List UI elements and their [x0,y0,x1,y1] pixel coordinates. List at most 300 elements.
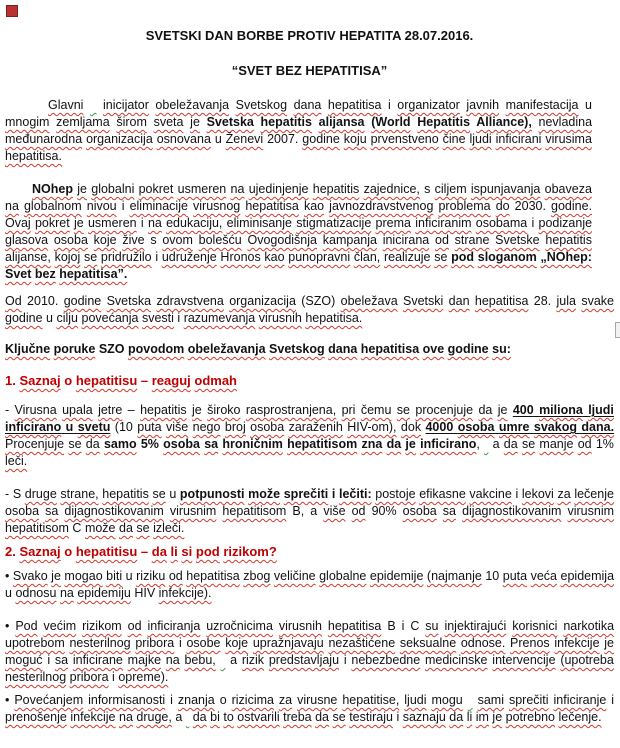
spellchecked-word: postoje [375,487,416,501]
grammar-squiggle [90,98,97,112]
spellchecked-word: se [396,403,410,417]
spellchecked-word: mnogim [5,115,50,129]
spellchecked-word: globalnom [23,199,82,213]
spellchecked-word: hroničnim [222,437,283,451]
spellchecked-word: široko [207,403,241,417]
text-run: Glavni inicijator obeležavanja Svetskog dana hepatitisa i organizator javnih manifestacija u mnogim zemljama širom sveta je [5,98,592,129]
spellchecked-word: većim [43,619,77,633]
spellchecked-word: godine [447,342,489,356]
spellchecked-word: inficiranje [553,693,607,707]
spellchecked-word: usmeren [177,182,227,196]
spellchecked-word: ujedinjenje [248,182,309,196]
spellchecked-word: cilju [56,311,79,325]
spellchecked-word: Procenjuje [5,437,65,451]
spellchecked-word: Ženevi [225,132,264,146]
spellchecked-word: dijagnostikovanim [64,504,164,518]
spellchecked-word: kojoj [54,250,81,264]
spellchecked-word: veličine [273,569,316,583]
text-run: samo 5% osoba sa hroničnim hepatitisom zna da je inficirano [103,437,477,451]
spellchecked-word: se [136,521,150,535]
spellchecked-word: član, [353,250,381,264]
spellchecked-word: upotrebom [5,636,65,650]
spellchecked-word: mogao [64,569,103,583]
spellchecked-word: da [192,710,207,724]
spellchecked-word: leči. [5,454,28,468]
spellchecked-word: podizanje [538,216,593,230]
para-prevention [5,486,614,537]
spellchecked-word: znanja [177,693,215,707]
spellchecked-word: epidemija [560,569,615,583]
bullet-information [5,692,614,726]
spellchecked-word: kao [264,250,285,264]
text-run: “SVET BEZ HEPATITISA” [231,63,388,78]
spellchecked-word: odnose. [460,636,506,650]
spellchecked-word: lečiti: [338,487,372,501]
spellchecked-word: usmeren [87,216,137,230]
spellchecked-word: osoba [402,504,437,518]
spellchecked-word: ciljem [434,182,467,196]
spellchecked-word: strane [454,233,490,247]
key-messages-line [5,341,614,358]
spellchecked-word: testiraju [349,710,393,724]
spellchecked-word: izleči. [153,521,185,535]
spellchecked-word: inficiranja [147,619,201,633]
spellchecked-word: informisanosti [88,693,166,707]
spellchecked-word: Prenos [510,636,550,650]
text-run: SVETSKI DAN BORBE PROTIV HEPATITA 28.07.2016. [145,28,474,43]
spellchecked-word: pridružilo [100,250,152,264]
bullet-risk-groups [5,618,614,686]
spellchecked-word: Svetska [206,115,254,129]
spellchecked-word: godine [5,311,43,325]
spellchecked-word: nevladina [538,115,593,129]
spellchecked-word: zna [361,437,383,451]
spellchecked-word: javnih [466,98,500,112]
text-run: - Virusna upala jetre – hepatitis je široko rasprostranjena, pri čemu se procenjuje da je [5,403,508,417]
spellchecked-word: rizikom? [223,544,277,559]
spellchecked-word: ove [422,342,445,356]
page-edge-artifact [615,322,620,338]
spellchecked-word: hepatitisa. [305,311,363,325]
spellchecked-word: sa [45,504,59,518]
spellchecked-word: samo [103,437,137,451]
text-run: 1. Saznaj o hepatitisu – reaguj odmah [5,373,238,388]
spellchecked-word: međunarodna [5,132,83,146]
spellchecked-word: upala [62,403,93,417]
spellchecked-word: bolešću [198,233,242,247]
spellchecked-word: virusnih [258,311,302,325]
spellchecked-word: svetu [77,420,111,434]
spellchecked-word: se [434,250,448,264]
spellchecked-word: realizuje [383,250,431,264]
spellchecked-word: uzročnicima [206,619,273,633]
spellchecked-word: na [119,710,133,724]
spellchecked-word: manifestacija [505,98,579,112]
spellchecked-word: od [168,569,183,583]
spellchecked-word: intervencije [492,653,556,667]
spellchecked-word: (upotreba [560,653,614,667]
spellchecked-word: sprečiti [283,487,329,501]
spellchecked-word: rizikom [82,619,122,633]
spellchecked-word: druge, [136,710,172,724]
spellchecked-word: prvenstveno [370,132,439,146]
spellchecked-word: inficirano [420,437,477,451]
spellchecked-word: inficirani [495,132,542,146]
text-run: 400 miliona ljudi inficirano u svetu [5,403,614,434]
spellchecked-word: hepatitisom [5,521,69,535]
spellchecked-word: svesti [141,311,174,325]
spellchecked-word: edukaciju, [166,216,223,230]
spellchecked-word: poruke [53,342,96,356]
text-run [32,182,73,196]
spellchecked-word: hepatitisa [327,619,382,633]
spellchecked-word: si [181,544,193,559]
spellchecked-word: rizik [241,653,265,667]
spellchecked-word: udruženje [161,250,217,264]
spellchecked-word: da [478,403,493,417]
spellchecked-word: procenjuje [415,403,474,417]
spellchecked-word: više [166,420,189,434]
spellchecked-word: zaraženih [288,420,343,434]
spellchecked-word: riziku [136,569,166,583]
text-run: je globalni pokret usmeren na ujedinjenje hepatitis zajednice, s ciljem ispunjavanja obaveza na globalnom nivou i eliminacije virusnog hepatitisa kao javnozdravstvenog problema do 2030. godine. Ovaj pokret je usmeren i na edukaciju, eliminisanje stigmatizacije prema inficiranim osobama i podizanje glasova osoba koje žive s ovom bolešću Ovogodišnja kampanja inicirana od strane Svetske hepatitis alijanse, kojoj se pridružilo i udruženje Hronos kao punopravni član, realizuje se [5,182,593,264]
spellchecked-word: hepatitis [102,487,149,501]
spellchecked-word: osobe [186,636,221,650]
spellchecked-word: osoba [163,437,200,451]
text-run: - S druge strane, hepatitis se u [5,487,177,501]
spellchecked-word: hepatitisa [360,342,420,356]
spellchecked-word: infekcije [554,636,600,650]
spellchecked-word: Ovogodišnja [247,233,317,247]
spellchecked-word: Pod [15,619,38,633]
broken-image-icon [6,5,18,17]
spellchecked-word: punopravni [288,250,351,264]
spellchecked-word: moguć [5,653,43,667]
spellchecked-word: Ključne [5,342,51,356]
spellchecked-word: Svetskog [269,342,325,356]
spellchecked-word: koju [343,132,367,146]
spellchecked-word: sa [204,437,219,451]
spellchecked-word: alijansa [318,115,365,129]
text-run: (10 puta više nego broj osoba zaraženih HIV-om), dok [114,420,422,434]
spellchecked-word: medicinske [424,653,488,667]
spellchecked-word: na [59,586,74,600]
spellchecked-word: pribora [135,636,175,650]
spellchecked-word: da [85,437,100,451]
spellchecked-word: ljudi [404,693,427,707]
spellchecked-word: Alliance), [476,115,532,129]
grammar-squiggle [221,653,226,667]
spellchecked-word: svake [581,294,614,308]
spellchecked-word: sami [477,693,505,707]
spellchecked-word: povećanja [81,311,139,325]
spellchecked-word: manje [539,437,574,451]
spellchecked-word: je [492,710,503,724]
para-szo [5,293,614,327]
spellchecked-word: da [315,710,330,724]
spellchecked-word: obeležavanja [155,98,230,112]
spellchecked-word: hepatitisom [222,504,287,518]
grammar-squiggle [468,693,473,707]
spellchecked-word: se [68,437,82,451]
spellchecked-word: hepatitis [312,182,360,196]
spellchecked-word: je [604,636,614,650]
spellchecked-word: druge [24,487,57,501]
spellchecked-word: bi [210,710,220,724]
spellchecked-word: stigmatizacije [296,216,372,230]
spellchecked-word: se [84,250,98,264]
spellchecked-word: mogu [431,693,463,707]
spellchecked-word: glasova [5,233,49,247]
spellchecked-word: obeležava [340,294,398,308]
spellchecked-word: veća [530,569,558,583]
spellchecked-word: ljudi [469,132,492,146]
spellchecked-word: nezaštićene [328,636,396,650]
spellchecked-word: organizacija [86,132,153,146]
spellchecked-word: rizicima [231,693,274,707]
spellchecked-word: hepatitis [545,233,592,247]
spellchecked-word: od [577,437,592,451]
spellchecked-word: je [497,403,508,417]
heading-1 [5,372,614,389]
spellchecked-word: do [495,199,510,213]
spellchecked-word: hepatitise, [342,693,400,707]
spellchecked-word: li [466,710,473,724]
spellchecked-word: epidemiju [77,586,131,600]
spellchecked-word: jula [556,294,576,308]
spellchecked-word: strane, [60,487,99,501]
spellchecked-word: širom [116,115,147,129]
spellchecked-word: žive [122,233,145,247]
spellchecked-word: je [192,403,202,417]
spellchecked-word: dana. [581,420,615,434]
spellchecked-word: infekcije [70,710,116,724]
spellchecked-word: kao [303,199,325,213]
spellchecked-word: problema [438,199,491,213]
spellchecked-word: je [405,437,416,451]
spellchecked-word: virusnog [193,199,241,213]
spellchecked-word: pod [451,250,475,264]
spellchecked-word: obeležavanja [187,342,266,356]
spellchecked-word: je [73,216,84,230]
spellchecked-word: HIV-om), [347,420,397,434]
spellchecked-word: osoba [250,420,285,434]
spellchecked-word: narkotika [563,619,615,633]
spellchecked-word: inicirana [382,233,430,247]
spellchecked-word: od [127,619,142,633]
spellchecked-word: na [5,199,19,213]
spellchecked-word: pokret [34,216,70,230]
spellchecked-word: hepatitisa [245,199,299,213]
spellchecked-word: su [425,619,439,633]
spellchecked-word: za [278,693,293,707]
spellchecked-word: bez [34,267,56,281]
spellchecked-word: nivou [86,199,117,213]
spellchecked-word: Glavni [48,98,84,112]
text-run: 2. Saznaj o hepatitisu – da li si pod rizikom? [5,544,277,559]
spellchecked-word: hepatitisa [327,98,382,112]
spellchecked-word: sa [54,653,69,667]
text-run: postoje efikasne vakcine i lekovi za lečenje osoba sa dijagnostikovanim virusnim hepatitisom B, a više od 90% osoba sa dijagnostikovanim virusnim hepatitisom C može da se izleči. [5,487,615,535]
spellchecked-word: virusima [545,132,592,146]
spellchecked-word: potpunosti [179,487,245,501]
spellchecked-word: epidemije [369,569,424,583]
spellchecked-word: je [190,115,200,129]
spellchecked-word: Svetski [403,294,444,308]
spellchecked-word: lečenje [574,487,614,501]
spellchecked-word: nego [192,420,221,434]
spellchecked-word: da [151,544,167,559]
spellchecked-word: vakcine [469,487,512,501]
spellchecked-word: javnozdravstvenog [329,199,434,213]
spellchecked-word: sveta [153,115,184,129]
spellchecked-word: dok [400,420,422,434]
spellchecked-word: organizacija [229,294,296,308]
text-run: potpunosti može sprečiti i lečiti: [179,487,372,501]
spellchecked-word: koje [225,636,249,650]
spellchecked-word: Povećanjem [14,693,84,707]
spellchecked-word: globalni [91,182,135,196]
spellchecked-word: svakog [533,420,577,434]
spellchecked-word: Saznaj [19,373,61,388]
spellchecked-word: da [386,437,402,451]
grammar-squiggle [186,710,189,724]
spellchecked-word: hepatitis [260,115,312,129]
spellchecked-word: im [475,710,489,724]
text-run: • Povećanjem informisanosti i znanja o rizicima za virusne hepatitise, ljudi mogu sami sprečiti inficiranje i prenošenje infekcije na druge, a da bi to ostvarili treba da se testiraju i saznaju da li im je potrebno lečenje. [5,693,615,724]
spellchecked-word: predstavljaju [268,653,340,667]
spellchecked-word: prema [375,216,411,230]
spellchecked-word: sloganom [477,250,537,264]
spellchecked-word: inicijator [103,98,149,112]
doc-title-line-1 [5,27,614,44]
spellchecked-word: organizator [397,98,460,112]
spellchecked-word: umre [498,420,530,434]
spellchecked-word: hepatitisa [186,569,240,583]
spellchecked-word: Svetske [495,233,540,247]
spellchecked-word: seksualne [399,636,457,650]
spellchecked-word: zajednice, [363,182,420,196]
spellchecked-word: za [557,487,571,501]
spellchecked-word: virusnih [278,619,322,633]
spellchecked-word: su: [492,342,511,356]
spellchecked-word: (World [371,115,411,129]
spellchecked-word: je [51,569,61,583]
spellchecked-word: Svetska [106,294,152,308]
spellchecked-word: puta [502,569,528,583]
spellchecked-word: potrebno [505,710,555,724]
spellchecked-word: eliminisanje [226,216,292,230]
spellchecked-word: da [119,521,133,535]
spellchecked-word: „NOhep: [540,250,592,264]
spellchecked-word: na [165,653,180,667]
spellchecked-word: hepatitisu [75,373,138,388]
spellchecked-word: opreme). [118,670,169,684]
spellchecked-word: povodom [128,342,185,356]
spellchecked-word: inficirano [5,420,62,434]
spellchecked-word: ljudi [588,403,614,417]
spellchecked-word: čemu [360,403,392,417]
spellchecked-word: odnosu [15,586,57,600]
text-run: • Pod većim rizikom od inficiranja uzročnicima virusnih hepatitisa B i C su injektirajući korisnici narkotika upotrebom nesterilnog pribora i osobe koje upražnjavaju nezaštićene seksualne odnose. Prenos infekcije je moguć i sa inficirane majke na bebu, a rizik predstavljaju i nebezbedne medicinske intervencije (upotreba nesterilnog pribora i opreme). [5,619,615,684]
spellchecked-word: dijagnostikovanim [462,504,562,518]
spellchecked-word: sprečiti [508,693,549,707]
spellchecked-word: puta [137,420,162,434]
spellchecked-word: nesterilnog [69,636,131,650]
spellchecked-word: NOhep [32,182,73,196]
spellchecked-word: Svetskog [235,98,288,112]
spellchecked-word: može [84,521,116,535]
spellchecked-word: od [435,233,449,247]
spellchecked-word: zbog [243,569,271,583]
text-run: Ključne poruke SZO povodom obeležavanja Svetskog dana hepatitisa ove godine su: [5,342,511,356]
spellchecked-word: pri [341,403,356,417]
heading-2 [5,543,614,560]
spellchecked-word: eliminacije [129,199,188,213]
spellchecked-word: koje [93,233,117,247]
spellchecked-word: može [248,487,281,501]
spellchecked-word: sa [442,504,456,518]
text-run [207,115,532,129]
spellchecked-word: nesterilnog [5,670,67,684]
spellchecked-word: reaguj [151,373,191,388]
spellchecked-word: virusnim [169,504,217,518]
grammar-squiggle [484,437,488,451]
spellchecked-word: miliona [539,403,583,417]
spellchecked-word: saznaju [402,710,446,724]
spellchecked-word: hepatitisa [474,294,529,308]
spellchecked-word: hepatitisa”. [59,267,128,281]
spellchecked-word: inficirane [72,653,123,667]
spellchecked-word: efikasne [419,487,466,501]
spellchecked-word: osoba [5,504,40,518]
spellchecked-word: hepatitisa. [5,149,62,163]
spellchecked-word: zdravstvena [156,294,224,308]
text-run: , a da se manje od 1% leči. [5,437,614,468]
spellchecked-word: razumevanja [183,311,256,325]
spellchecked-word: od [351,504,366,518]
spellchecked-word: lečenje. [558,710,602,724]
spellchecked-word: Hepatitis [417,115,471,129]
spellchecked-word: majke [127,653,162,667]
spellchecked-word: nebezbedne [351,653,421,667]
spellchecked-word: ovom [162,233,193,247]
spellchecked-word: Virusna [14,403,57,417]
para-alliance [5,97,592,165]
spellchecked-word: virusne [297,693,338,707]
text-run: Od 2010. godine Svetska zdravstvena organizacija (SZO) obeležava Svetski dan hepatitisa 28. jula svake godine u cilju povećanja svesti i razumevanja virusnih hepatitisa. [5,294,614,325]
spellchecked-word: godine. [551,199,593,213]
spellchecked-word: dan [448,294,470,308]
spellchecked-word: odmah [194,373,238,388]
text-run: • Svako je mogao biti u riziku od hepatitisa zbog veličine globalne epidemije (najmanje 10 puta veća epidemija u odnosu na epidemiju HIV infekcije). [5,569,615,600]
para-nohep [5,181,592,283]
bullet-risk-everyone [5,568,614,602]
spellchecked-word: godine [302,132,340,146]
spellchecked-word: infekcije). [158,586,212,600]
spellchecked-word: više [323,504,346,518]
spellchecked-word: upražnjavaju [252,636,324,650]
spellchecked-word: obaveza [544,182,592,196]
spellchecked-word: rasprostranjena, [245,403,337,417]
doc-title-line-2 [5,62,614,79]
spellchecked-word: na [147,216,162,230]
spellchecked-word: osoba [457,420,495,434]
text-run [5,437,104,451]
spellchecked-word: zemljama [56,115,110,129]
spellchecked-word: ispunjavanja [470,182,541,196]
spellchecked-word: Svako [12,569,48,583]
